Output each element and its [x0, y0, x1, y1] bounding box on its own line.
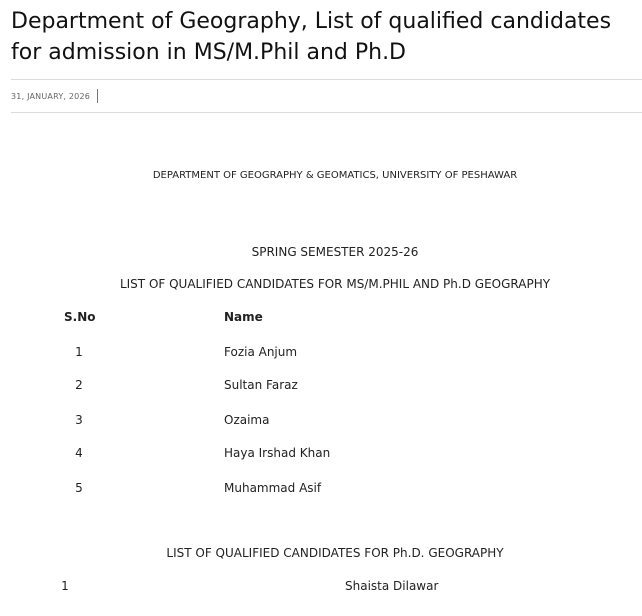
- row-name: Ozaima: [224, 413, 270, 427]
- row-sno: 3: [75, 413, 83, 427]
- page-title: Department of Geography, List of qualified candidates for admission in MS/M.Phil and Ph.D: [11, 9, 612, 65]
- header-divider: [11, 79, 642, 80]
- table-row: [0, 413, 642, 429]
- phd-list-heading: LIST OF QUALIFIED CANDIDATES FOR Ph.D. GEOGRAPHY: [166, 546, 504, 560]
- row-sno: 5: [75, 481, 83, 495]
- table-row: [0, 378, 642, 394]
- post-date: 31, JANUARY, 2026: [11, 91, 91, 101]
- row-name: Fozia Anjum: [224, 345, 298, 359]
- column-header-sno: S.No: [64, 310, 96, 324]
- meta-separator: [97, 89, 98, 103]
- list-item: [0, 579, 642, 595]
- meta-divider: [11, 112, 642, 113]
- row-sno: 1: [75, 345, 83, 359]
- post-meta: [11, 89, 98, 103]
- table-row: [0, 446, 642, 462]
- row-sno: 2: [75, 378, 83, 392]
- row-name: Sultan Faraz: [224, 378, 298, 392]
- semester-heading: SPRING SEMESTER 2025-26: [251, 245, 419, 259]
- row-sno: 1: [61, 579, 69, 593]
- row-sno: 4: [75, 446, 83, 460]
- table-row: [0, 345, 642, 361]
- table-row: [0, 481, 642, 497]
- row-name: Muhammad Asif: [224, 481, 322, 495]
- mphil-list-heading: LIST OF QUALIFIED CANDIDATES FOR MS/M.PHIL AND Ph.D GEOGRAPHY: [119, 277, 551, 291]
- department-heading: DEPARTMENT OF GEOGRAPHY & GEOMATICS, UNIVERSITY OF PESHAWAR: [152, 170, 518, 181]
- row-name: Shaista Dilawar: [345, 579, 439, 593]
- column-header-name: Name: [224, 310, 263, 324]
- row-name: Haya Irshad Khan: [224, 446, 331, 460]
